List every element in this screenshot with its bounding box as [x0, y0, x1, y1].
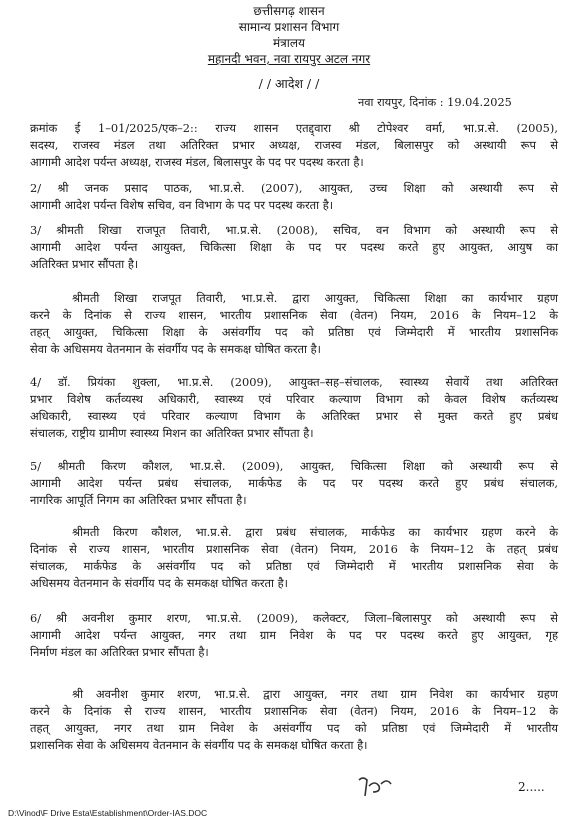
- header-department: सामान्य प्रशासन विभाग: [238, 20, 340, 34]
- paragraph-2-line-1: 2/ श्री जनक प्रसाद पाठक, भा.प्र.से. (2007), आयुक्त, उच्च शिक्षा को अस्थायी रूप से: [30, 181, 558, 195]
- paragraph-4-line-4: सेवा के अधिसमय वेतनमान के संवर्गीय पद के समकक्ष घोषित करता है।: [30, 342, 321, 356]
- place-date: नवा रायपुर, दिनांक : 19.04.2025: [358, 96, 512, 109]
- header-address: महानदी भवन, नवा रायपुर अटल नगर: [207, 52, 371, 66]
- paragraph-5-line-1: 4/ डॉ. प्रियंका शुक्ला, भा.प्र.से. (2009), आयुक्त–सह–संचालक, स्वास्थ्य सेवायें तथा अतिरिक्त: [30, 375, 558, 389]
- paragraph-1-line-1: क्रमांक ई 1–01/2025/एक–2:: राज्य शासन एतद्द्वारा श्री टोपेश्वर वर्मा, भा.प्र.से. (2005),: [30, 121, 558, 135]
- paragraph-1-line-3: आगामी आदेश पर्यन्त अध्यक्ष, राजस्व मंडल, बिलासपुर के पद पर पदस्थ करता है।: [30, 155, 364, 169]
- paragraph-4-line-1: श्रीमती शिखा राजपूत तिवारी, भा.प्र.से. द्वारा आयुक्त, चिकित्सा शिक्षा का कार्यभार ग्रहण: [72, 291, 558, 305]
- paragraph-3-line-3: अतिरिक्त प्रभार सौंपता है।: [30, 257, 139, 271]
- paragraph-2-line-2: आगामी आदेश पर्यन्त विशेष सचिव, वन विभाग के पद पर पदस्थ करता है।: [30, 198, 334, 212]
- paragraph-7-line-1: श्रीमती किरण कौशल, भा.प्र.से. द्वारा प्रबंध संचालक, मार्कफेड का कार्यभार ग्रहण करने के: [72, 525, 558, 539]
- paragraph-8-line-2: आगामी आदेश पर्यन्त आयुक्त, नगर तथा ग्राम निवेश के पद पर पदस्थ करते हुए आयुक्त, गृह: [30, 628, 558, 642]
- paragraph-1-line-2: सदस्य, राजस्व मंडल तथा अतिरिक्त प्रभार अध्यक्ष, राजस्व मंडल, बिलासपुर को अस्थायी रूप से: [30, 138, 558, 152]
- header-government: छत्तीसगढ़ शासन: [253, 4, 325, 18]
- paragraph-9-line-3: तहत् आयुक्त, नगर तथा ग्राम निवेश के असंवर्गीय पद को प्रतिष्ठा एवं जिम्मेदारी में भारतीय: [30, 721, 558, 735]
- paragraph-7-line-3: संचालक, मार्कफेड के असंवर्गीय पद को प्रतिष्ठा एवं जिम्मेदारी में भारतीय प्रशासनिक सेवा के: [30, 559, 558, 573]
- paragraph-8-line-3: निर्माण मंडल का अतिरिक्त प्रभार सौंपता है।: [30, 645, 209, 659]
- paragraph-5-line-4: संचालक, राष्ट्रीय ग्रामीण स्वास्थ्य मिशन का अतिरिक्त प्रभार सौंपता है।: [30, 426, 314, 440]
- paragraph-4-line-3: तहत् आयुक्त, चिकित्सा शिक्षा के असंवर्गीय पद को प्रतिष्ठा एवं जिम्मेदारी में भारतीय प्रशासनिक: [30, 325, 558, 339]
- paragraph-3-line-2: आगामी आदेश पर्यन्त आयुक्त, चिकित्सा शिक्षा के पद पर पदस्थ करते हुए आयुक्त, आयुष का: [30, 240, 558, 254]
- signature: [355, 774, 395, 806]
- paragraph-9-line-1: श्री अवनीश कुमार शरण, भा.प्र.से. द्वारा आयुक्त, नगर तथा ग्राम निवेश का कार्यभार ग्रहण: [72, 687, 558, 701]
- paragraph-4-line-2: करने के दिनांक से राज्य शासन, भारतीय प्रशासनिक सेवा (वेतन) नियम, 2016 के नियम–12 के: [30, 308, 558, 322]
- header-ministry: मंत्रालय: [272, 36, 305, 50]
- paragraph-9-line-2: करने के दिनांक से राज्य शासन, भारतीय प्रशासनिक सेवा (वेतन) नियम, 2016 के नियम–12 के: [30, 704, 558, 718]
- order-title: / / आदेश / /: [258, 76, 320, 91]
- paragraph-7-line-4: अधिसमय वेतनमान के संवर्गीय पद के समकक्ष घोषित करता है।: [30, 576, 288, 590]
- paragraph-6-line-1: 5/ श्रीमती किरण कौशल, भा.प्र.से. (2009), आयुक्त, चिकित्सा शिक्षा को अस्थायी रूप से: [30, 459, 558, 473]
- paragraph-9-line-4: प्रशासनिक सेवा के अधिसमय वेतनमान के संवर्गीय पद के समकक्ष घोषित करता है।: [30, 738, 368, 752]
- paragraph-6-line-2: आगामी आदेश पर्यन्त प्रबंध संचालक, मार्कफेड के पद पर पदस्थ करते हुए प्रबंध संचालक,: [30, 476, 558, 490]
- page-continuation: 2.....: [518, 780, 545, 794]
- paragraph-5-line-2: प्रभार विशेष कर्तव्यस्थ अधिकारी, स्वास्थ्य एवं परिवार कल्याण विभाग को केवल विशेष कर्तव्यस्थ: [30, 392, 558, 406]
- paragraph-6-line-3: नागरिक आपूर्ति निगम का अतिरिक्त प्रभार सौंपता है।: [30, 493, 247, 507]
- paragraph-5-line-3: अधिकारी, स्वास्थ्य एवं परिवार कल्याण विभाग के अतिरिक्त प्रभार से मुक्त करते हुए प्रबंध: [30, 409, 558, 423]
- file-path: D:\Vinod\F Drive Esta\Establishment\Order-IAS.DOC: [8, 808, 208, 818]
- paragraph-7-line-2: दिनांक से राज्य शासन, भारतीय प्रशासनिक सेवा (वेतन) नियम, 2016 के नियम–12 के तहत् प्रबंध: [30, 542, 558, 556]
- paragraph-8-line-1: 6/ श्री अवनीश कुमार शरण, भा.प्र.से. (2009), कलेक्टर, जिला–बिलासपुर को अस्थायी रूप से: [30, 611, 558, 625]
- paragraph-3-line-1: 3/ श्रीमती शिखा राजपूत तिवारी, भा.प्र.से. (2008), सचिव, वन विभाग को अस्थायी रूप से: [30, 223, 558, 237]
